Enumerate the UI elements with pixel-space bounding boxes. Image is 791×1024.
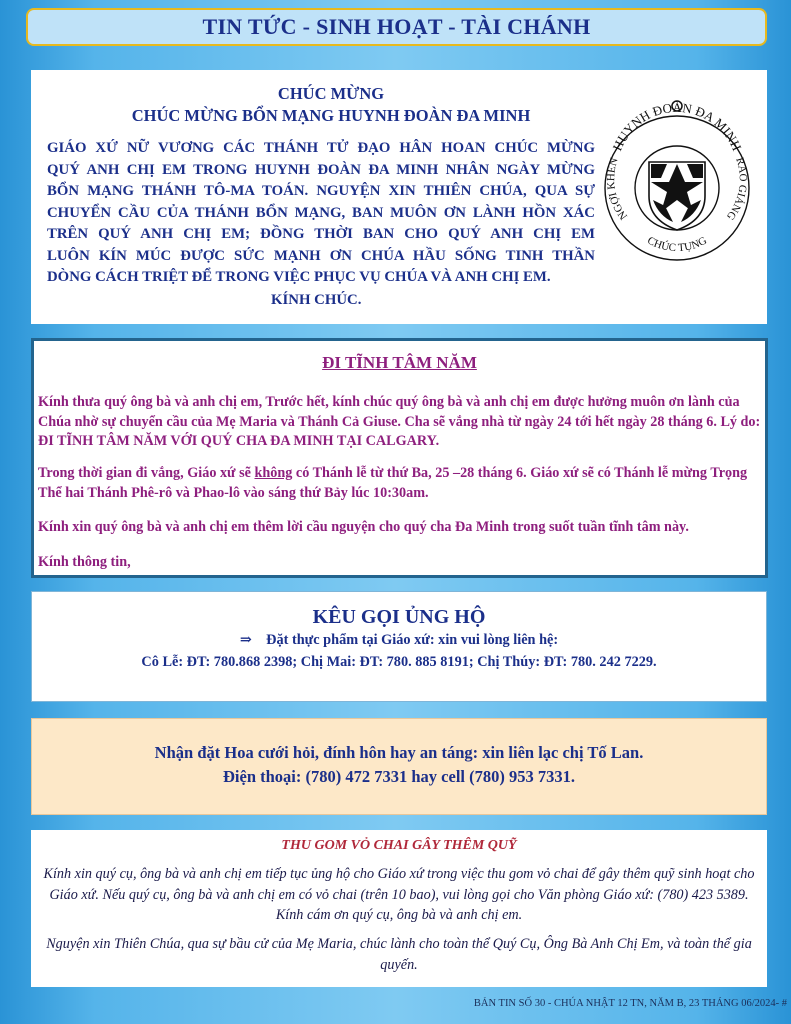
congrats-line: TRÊN QUÝ ANH CHỊ EM; ĐỒNG THỜI BAN CHO QUÝ ANH CHỊ EM [47, 226, 595, 242]
congrats-sign: KÍNH CHÚC. [271, 292, 362, 308]
dominican-shield-icon [649, 162, 705, 230]
congrats-line: DÒNG CÁCH TRIỆT ĐỂ TRONG VIỆC PHỤC VỤ CHÚA VÀ ANH CHỊ EM. [47, 269, 551, 285]
bottles-paragraph-1: Kính xin quý cụ, ông bà và anh chị em tiếp tục ủng hộ cho Giáo xứ trong việc thu gom vỏ chai để gây thêm quỹ sinh hoạt cho Giáo xứ. Nếu quý cụ, ông bà và anh chị em có vỏ chai (trên 10 bao), vui lòng gọi cho Văn phòng Giáo xứ: (780) 423 5389. Kính cám ơn quý cụ, ông bà và anh chị em. [43, 866, 755, 923]
retreat-paragraph-2 [38, 464, 762, 503]
support-section [31, 591, 767, 702]
congrats-line: QUÝ ANH CHỊ EM TRONG HUYNH ĐOÀN ĐA MINH NHÂN NGÀY MỪNG [47, 161, 595, 178]
congrats-line: BỔN MẠNG THÁNH TÔ-MA TOÁN. NGUYỆN XIN THIÊN CHÚA, QUA SỰ [47, 183, 595, 199]
congrats-title: CHÚC MỪNG [277, 84, 385, 103]
page-header [26, 8, 767, 46]
retreat-paragraph-3: Kính xin quý ông bà và anh chị em thêm lời cầu nguyện cho quý cha Đa Minh trong suốt tuần tĩnh tâm này. [38, 519, 689, 535]
retreat-p2-text: có Thánh lễ từ thứ Ba, 25 –28 tháng 6. Giáo xứ sẽ có Thánh lễ mừng Trọng Thể hai Thánh Phê-rô và Phao-lô vào sáng thứ Bảy lúc 10:30am. [38, 465, 748, 501]
logo-text-bottom: CHÚC TỤNG [645, 234, 709, 255]
logo-text-top: HUYNH ĐOÀN ĐA MINH [609, 99, 745, 153]
support-title: KÊU GỌI ỦNG HỘ [312, 606, 486, 628]
support-food-order-text: Đặt thực phẩm tại Giáo xứ: xin vui lòng liên hệ: [266, 632, 559, 648]
svg-text:CHÚC TỤNG [645, 235, 709, 255]
retreat-section [31, 338, 768, 578]
retreat-p2-text: Trong thời gian đi vắng, Giáo xứ sẽ [38, 465, 255, 481]
congrats-subtitle: CHÚC MỪNG BỔN MẠNG HUYNH ĐOÀN ĐA MINH [131, 106, 531, 125]
support-contacts: Cô Lễ: ĐT: 780.868 2398; Chị Mai: ĐT: 780. 885 8191; Chị Thúy: ĐT: 780. 242 7229. [141, 654, 657, 670]
retreat-title: ĐI TĨNH TÂM NĂM [322, 353, 477, 372]
retreat-p2-emphasis: không [254, 465, 293, 481]
congrats-line: GIÁO XỨ NỮ VƯƠNG CÁC THÁNH TỬ ĐẠO HÂN HOAN CHÚC MỪNG [47, 140, 595, 156]
retreat-paragraph-1: Kính thưa quý ông bà và anh chị em, Trước hết, kính chúc quý ông bà và anh chị em được hưởng muôn ơn lành của Chúa nhờ sự chuyển cầu của Mẹ Maria và Thánh Cả Giuse. Cha sẽ vắng nhà từ ngày 24 tới hết ngày 28 tháng 6. Lý do: ĐI TĨNH TÂM NĂM VỚI QUÝ CHA ĐA MINH TẠI CALGARY. [38, 394, 761, 449]
flowers-phone: Điện thoại: (780) 472 7331 hay cell (780) 953 7331. [223, 767, 575, 786]
logo-text-right: RAO GIẢNG [723, 156, 749, 223]
bottles-title: THU GOM VỎ CHAI GÂY THÊM QUỸ [281, 838, 517, 853]
congrats-line: CHUYỂN CẦU CỦA THÁNH BỔN MẠNG, BAN MUÔN ƠN LÀNH HỒN XÁC [47, 204, 595, 221]
arrow-right-icon: ⇒ [239, 632, 252, 648]
bottles-paragraph-2: Nguyện xin Thiên Chúa, qua sự bầu cử của Mẹ Maria, chúc lành cho toàn thể Quý Cụ, Ông Bà Anh Chị Em, và toàn thể gia quyến. [46, 936, 752, 973]
flowers-section [31, 718, 767, 815]
support-food-order [32, 632, 766, 649]
dominican-fraternity-logo [603, 92, 751, 268]
congrats-body [47, 138, 595, 289]
bottles-section [31, 830, 767, 987]
page-title: TIN TỨC - SINH HOẠT - TÀI CHÁNH [202, 14, 591, 39]
congrats-line: LUÔN KÍN MÚC ĐƯỢC SỨC MẠNH ƠN CHÚA HẦU SỐNG TINH THẦN [47, 247, 595, 264]
logo-text-left: NGỢI KHEN [605, 156, 630, 222]
congrats-section [31, 70, 767, 324]
svg-text:HUYNH ĐOÀN ĐA MINH [609, 100, 744, 153]
footer-bulletin-info: BẢN TIN SỐ 30 - CHÚA NHẬT 12 TN, NĂM B, 23 THÁNG 06/2024- # [473, 998, 787, 1009]
retreat-closing: Kính thông tin, [38, 554, 131, 570]
flowers-text: Nhận đặt Hoa cưới hỏi, đính hôn hay an táng: xin liên lạc chị Tố Lan. [154, 743, 644, 762]
